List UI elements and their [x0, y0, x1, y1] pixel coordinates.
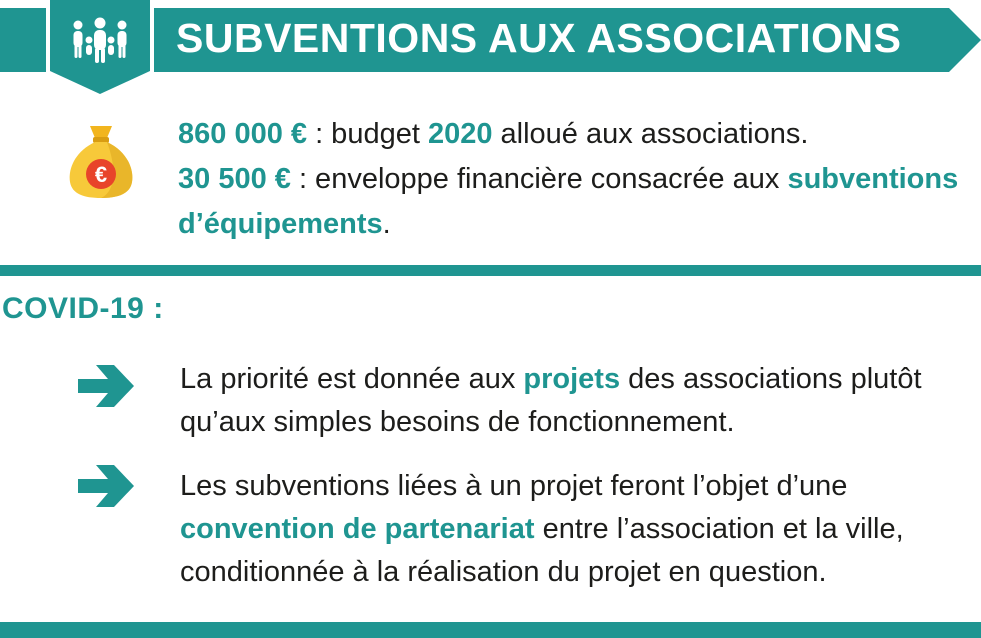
page-title: SUBVENTIONS AUX ASSOCIATIONS: [176, 15, 902, 61]
covid-item-highlight: convention de partenariat: [180, 513, 535, 545]
budget-text-b: alloué aux associations.: [492, 118, 809, 150]
budget-summary: [178, 112, 968, 247]
budget-line-equipment: [178, 157, 968, 247]
equipment-highlight: subventions d’équipements: [178, 163, 959, 240]
budget-year: 2020: [427, 118, 493, 150]
divider-bottom: [0, 622, 981, 638]
people-group-icon: [46, 0, 154, 100]
budget-text-a: : budget: [307, 118, 428, 150]
money-bag-euro-icon: [66, 122, 136, 200]
svg-text:€: €: [94, 162, 108, 187]
covid-item: [180, 358, 970, 444]
covid-item-text-b: des associations plutôt qu’aux simples besoins de fonctionnement.: [180, 363, 922, 438]
covid-item-text-a: Les subventions liées à un projet feront l’objet d’une: [180, 470, 848, 502]
arrow-right-icon: [72, 360, 138, 412]
covid-item-text-b: entre l’association et la ville, conditionnée à la réalisation du projet en question.: [180, 513, 904, 588]
covid-title: COVID-19 :: [2, 292, 164, 325]
equipment-text-a: : enveloppe financière consacrée aux: [290, 163, 788, 195]
equipment-text-b: .: [382, 208, 391, 240]
covid-item: [180, 465, 970, 594]
equipment-amount: 30 500 €: [178, 163, 291, 195]
divider-top: [0, 265, 981, 276]
covid-item-text-a: La priorité est donnée aux: [180, 363, 524, 395]
covid-item-highlight: projets: [523, 363, 621, 395]
budget-line-total: [178, 112, 968, 157]
arrow-right-icon: [72, 460, 138, 512]
budget-amount: 860 000 €: [178, 118, 308, 150]
